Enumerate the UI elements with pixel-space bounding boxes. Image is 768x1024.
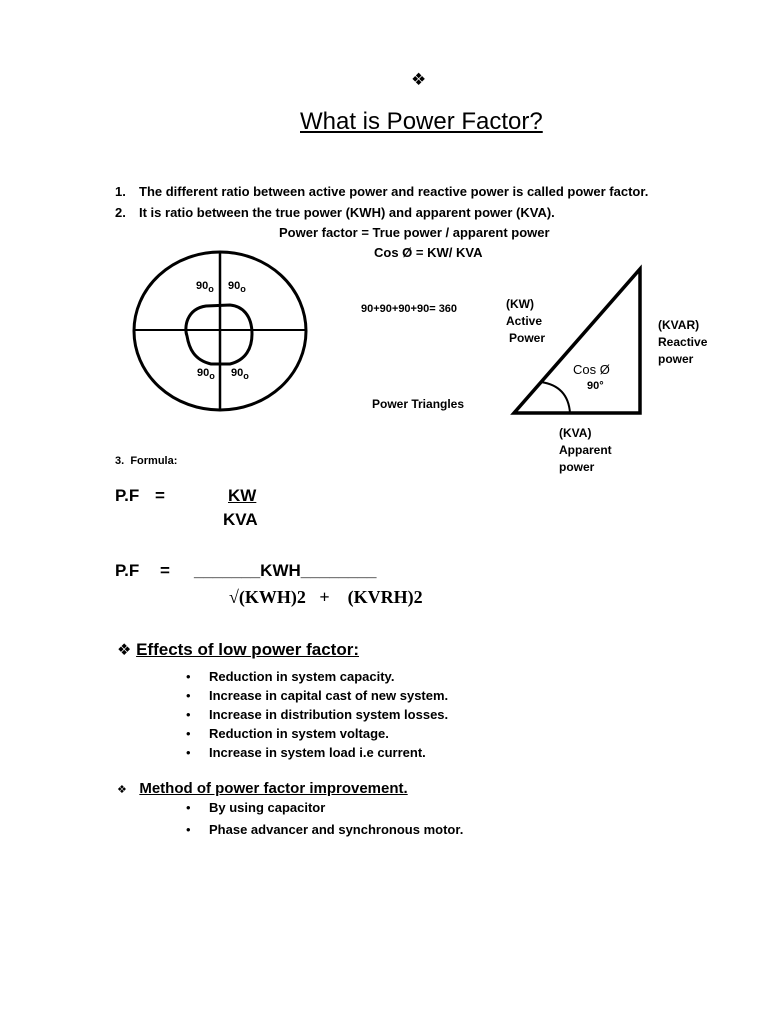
cosine-equation: Cos Ø = KW/ KVA (374, 245, 483, 260)
bullet-icon: • (186, 726, 191, 741)
power-triangles-caption: Power Triangles (372, 397, 465, 411)
point-2-number: 2. (115, 205, 126, 220)
reactive-power-label: (KVAR) Reactive power (658, 318, 708, 366)
definition-equation: Power factor = True power / apparent power (279, 225, 550, 240)
pf1-lhs: P.F (115, 486, 140, 505)
list-item: • Increase in capital cast of new system. (186, 688, 449, 703)
formula-heading: 3. Formula: (115, 455, 178, 467)
list-item: • Phase advancer and synchronous motor. (186, 822, 464, 837)
bullet-icon: • (186, 822, 191, 837)
effects-list (186, 667, 448, 762)
bullet-icon: • (186, 800, 191, 815)
pf1-equals: = (155, 486, 165, 505)
right-angle-label: 90° (587, 380, 604, 392)
pf2-equals: = (160, 561, 170, 580)
page-title: What is Power Factor? (300, 108, 543, 135)
bullet-icon: • (186, 745, 191, 760)
improvement-heading: ❖ Method of power factor improvement. (117, 780, 408, 797)
list-item: • Reduction in system voltage. (186, 726, 389, 741)
apparent-power-label: (KVA) Apparent power (559, 426, 612, 474)
effects-marker-icon: ❖ (117, 640, 132, 659)
list-item: • Reduction in system capacity. (186, 669, 395, 684)
point-2-text: It is ratio between the true power (KWH) and apparent power (KVA). (139, 205, 555, 220)
angle-label: Cos Ø (573, 362, 610, 377)
list-item: • Increase in distribution system losses. (186, 707, 449, 722)
circle-diagram (134, 252, 306, 410)
improvement-list (186, 798, 463, 839)
improvement-marker-icon: ❖ (117, 783, 127, 796)
list-item: • By using capacitor (186, 800, 326, 815)
active-power-label: (KW) Active Power (506, 297, 546, 345)
pf2-denominator: √(KWH)2 + (KVRH)2 (229, 587, 423, 607)
title-ornament-icon: ❖ (411, 70, 427, 90)
quadrant-label-bottom-left: $90_o$ (197, 367, 215, 382)
pf2-numerator: _______KWH________ (194, 561, 377, 580)
list-item: • Increase in system load i.e current. (186, 745, 426, 760)
pf1-numerator: KW (228, 486, 257, 505)
bullet-icon: • (186, 707, 191, 722)
point-1-text: The different ratio between active power and reactive power is called power factor. (139, 184, 649, 199)
pf2-lhs: P.F (115, 561, 140, 580)
point-1-number: 1. (115, 184, 126, 199)
bullet-icon: • (186, 688, 191, 703)
quadrant-label-top-right: $90_o$ (228, 280, 246, 295)
angle-arc (541, 382, 570, 413)
angle-sum-equation: 90+90+90+90= 360 (361, 303, 458, 315)
effects-heading: ❖ Effects of low power factor: (117, 640, 359, 659)
bullet-icon: • (186, 669, 191, 684)
quadrant-label-top-left: $90_o$ (196, 280, 214, 295)
pf1-denominator: KVA (223, 510, 258, 529)
quadrant-label-bottom-right: $90_o$ (231, 367, 249, 382)
